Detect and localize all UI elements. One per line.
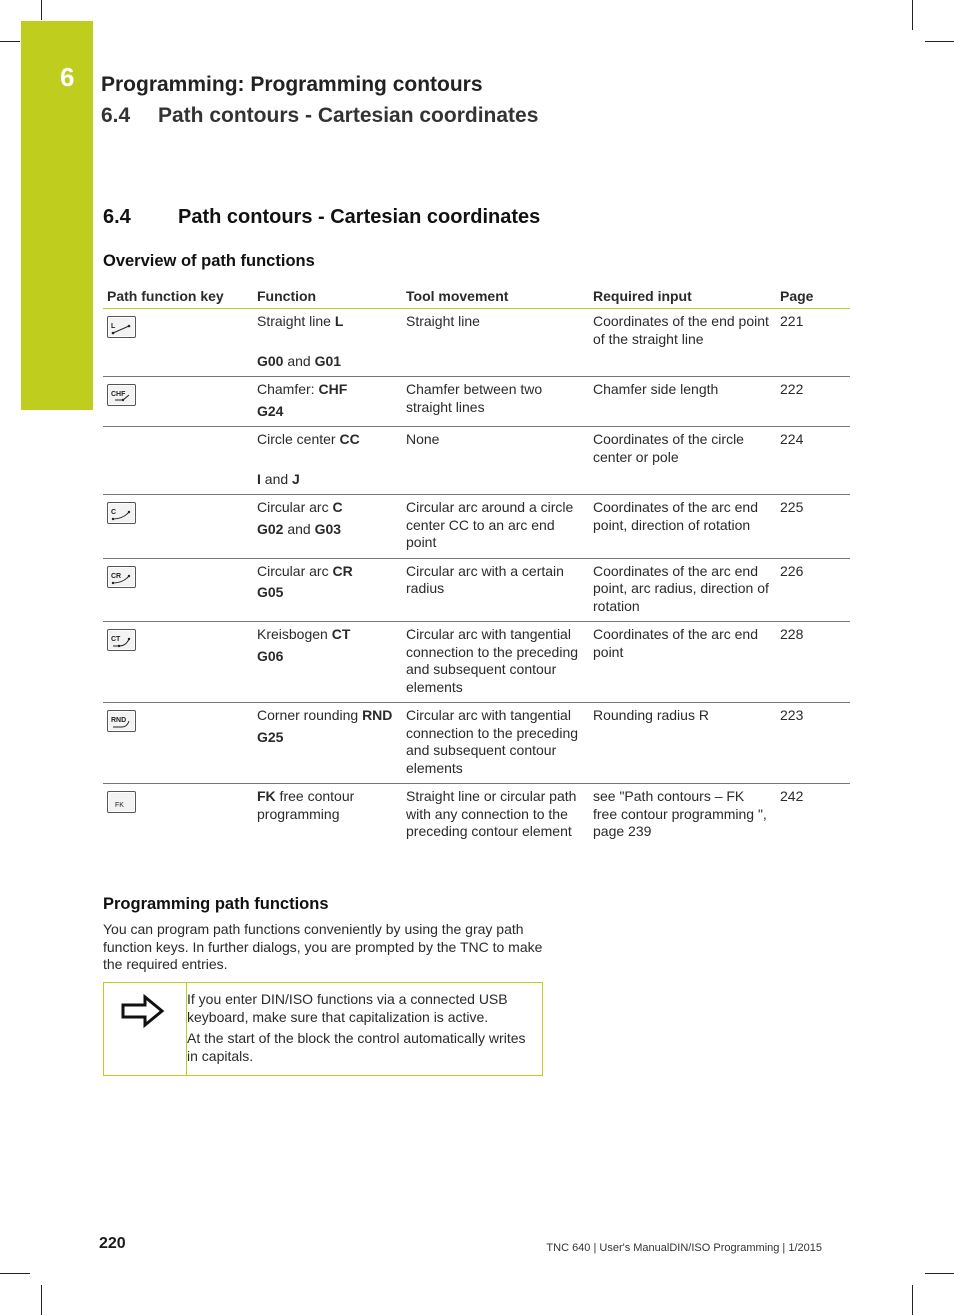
function-cell: Corner rounding RND G25 [253, 703, 402, 784]
line-key-icon[interactable]: L [107, 316, 136, 338]
note-paragraph: If you enter DIN/ISO functions via a connected USB keyboard, make sure that capitalization is active. [187, 991, 508, 1025]
column-header: Path function key [103, 282, 253, 309]
page-cell: 228 [776, 622, 850, 703]
movement-cell: Circular arc with tangential connection to the preceding and subsequent contour elements [402, 622, 589, 703]
function-cell: Circle center CC I and J [253, 427, 402, 495]
note-text [187, 991, 532, 1069]
table-row [103, 377, 850, 427]
key-cell [103, 703, 253, 784]
movement-cell: Straight line [402, 309, 589, 377]
crop-mark [41, 1285, 42, 1315]
input-cell [589, 784, 776, 847]
page-cell: 223 [776, 703, 850, 784]
table-row [103, 495, 850, 559]
running-header-section-title: Path contours - Cartesian coordinates [158, 104, 539, 127]
arrow-right-icon [120, 994, 168, 1030]
table-row [103, 427, 850, 495]
input-cell: Coordinates of the arc end point, arc radius, direction of rotation [589, 558, 776, 622]
footer-text: TNC 640 | User's ManualDIN/ISO Programming | 1/2015 [546, 1242, 822, 1254]
input-cell: Coordinates of the circle center or pole [589, 427, 776, 495]
chapter-tab [21, 21, 93, 410]
path-functions-table [103, 282, 850, 847]
function-cell: Straight line L G00 and G01 [253, 309, 402, 377]
table-header-row [103, 282, 850, 309]
key-cell [103, 784, 253, 847]
note-paragraph: At the start of the block the control automatically writes in capitals. [187, 1030, 526, 1064]
column-header: Function [253, 282, 402, 309]
programming-heading: Programming path functions [103, 895, 329, 913]
column-header: Tool movement [402, 282, 589, 309]
column-header: Page [776, 282, 850, 309]
crop-mark [41, 0, 42, 20]
input-cell: Coordinates of the arc end point, direction of rotation [589, 495, 776, 559]
function-cell: Circular arc CR G05 [253, 558, 402, 622]
function-cell: Chamfer: CHF G24 [253, 377, 402, 427]
input-cell: Coordinates of the end point of the straight line [589, 309, 776, 377]
page-number: 220 [99, 1235, 126, 1252]
tangential-arc-key-icon[interactable]: CT [107, 629, 136, 651]
running-header-title: Programming: Programming contours [101, 73, 483, 96]
chamfer-key-icon[interactable]: CHF [107, 384, 136, 406]
key-cell [103, 427, 253, 495]
running-header-section-number: 6.4 [101, 104, 131, 127]
table-row [103, 703, 850, 784]
crop-mark [925, 41, 954, 42]
page-cell: 224 [776, 427, 850, 495]
movement-cell: Circular arc with tangential connection to the preceding and subsequent contour elements [402, 703, 589, 784]
cross-reference-link[interactable]: see "Path contours – FK free contour programming ", page 239 [593, 788, 767, 839]
section-title [103, 206, 540, 229]
page-cell: 221 [776, 309, 850, 377]
key-cell [103, 309, 253, 377]
corner-rounding-key-icon[interactable]: RND [107, 710, 136, 732]
table-row [103, 784, 850, 847]
key-cell [103, 622, 253, 703]
section-title-text: Path contours - Cartesian coordinates [178, 206, 541, 228]
programming-body-text: You can program path functions conveniently by using the gray path function keys. In further dialogs, you are prompted by the TNC to make the required entries. [103, 921, 543, 972]
movement-cell: Chamfer between two straight lines [402, 377, 589, 427]
page-cell: 225 [776, 495, 850, 559]
crop-mark [912, 0, 913, 30]
function-cell: Circular arc C G02 and G03 [253, 495, 402, 559]
movement-cell: Circular arc around a circle center CC to an arc end point [402, 495, 589, 559]
column-header: Required input [589, 282, 776, 309]
table-row [103, 558, 850, 622]
note-box [103, 982, 543, 1076]
input-cell: Rounding radius R [589, 703, 776, 784]
page-cell: 226 [776, 558, 850, 622]
table-row [103, 309, 850, 377]
input-cell: Coordinates of the arc end point [589, 622, 776, 703]
circular-arc-key-icon[interactable]: C [107, 502, 136, 524]
section-number: 6.4 [103, 206, 131, 228]
function-cell: Kreisbogen CT G06 [253, 622, 402, 703]
function-cell: FK free contour programming [257, 788, 355, 822]
key-cell [103, 495, 253, 559]
movement-cell: Straight line or circular path with any connection to the preceding contour element [406, 788, 577, 839]
overview-heading: Overview of path functions [103, 252, 315, 270]
running-header-subtitle [101, 104, 538, 128]
movement-cell: None [402, 427, 589, 495]
circular-arc-radius-key-icon[interactable]: CR [107, 566, 136, 588]
page-cell: 242 [780, 788, 804, 804]
key-cell [103, 558, 253, 622]
key-cell [103, 377, 253, 427]
chapter-number: 6 [60, 62, 75, 92]
input-cell: Chamfer side length [589, 377, 776, 427]
crop-mark [912, 1285, 913, 1315]
fk-key-icon[interactable]: FK [107, 791, 136, 813]
crop-mark [925, 1273, 954, 1274]
table-row [103, 622, 850, 703]
page-cell: 222 [776, 377, 850, 427]
crop-mark [0, 1273, 30, 1274]
crop-mark [0, 41, 20, 42]
movement-cell: Circular arc with a certain radius [402, 558, 589, 622]
